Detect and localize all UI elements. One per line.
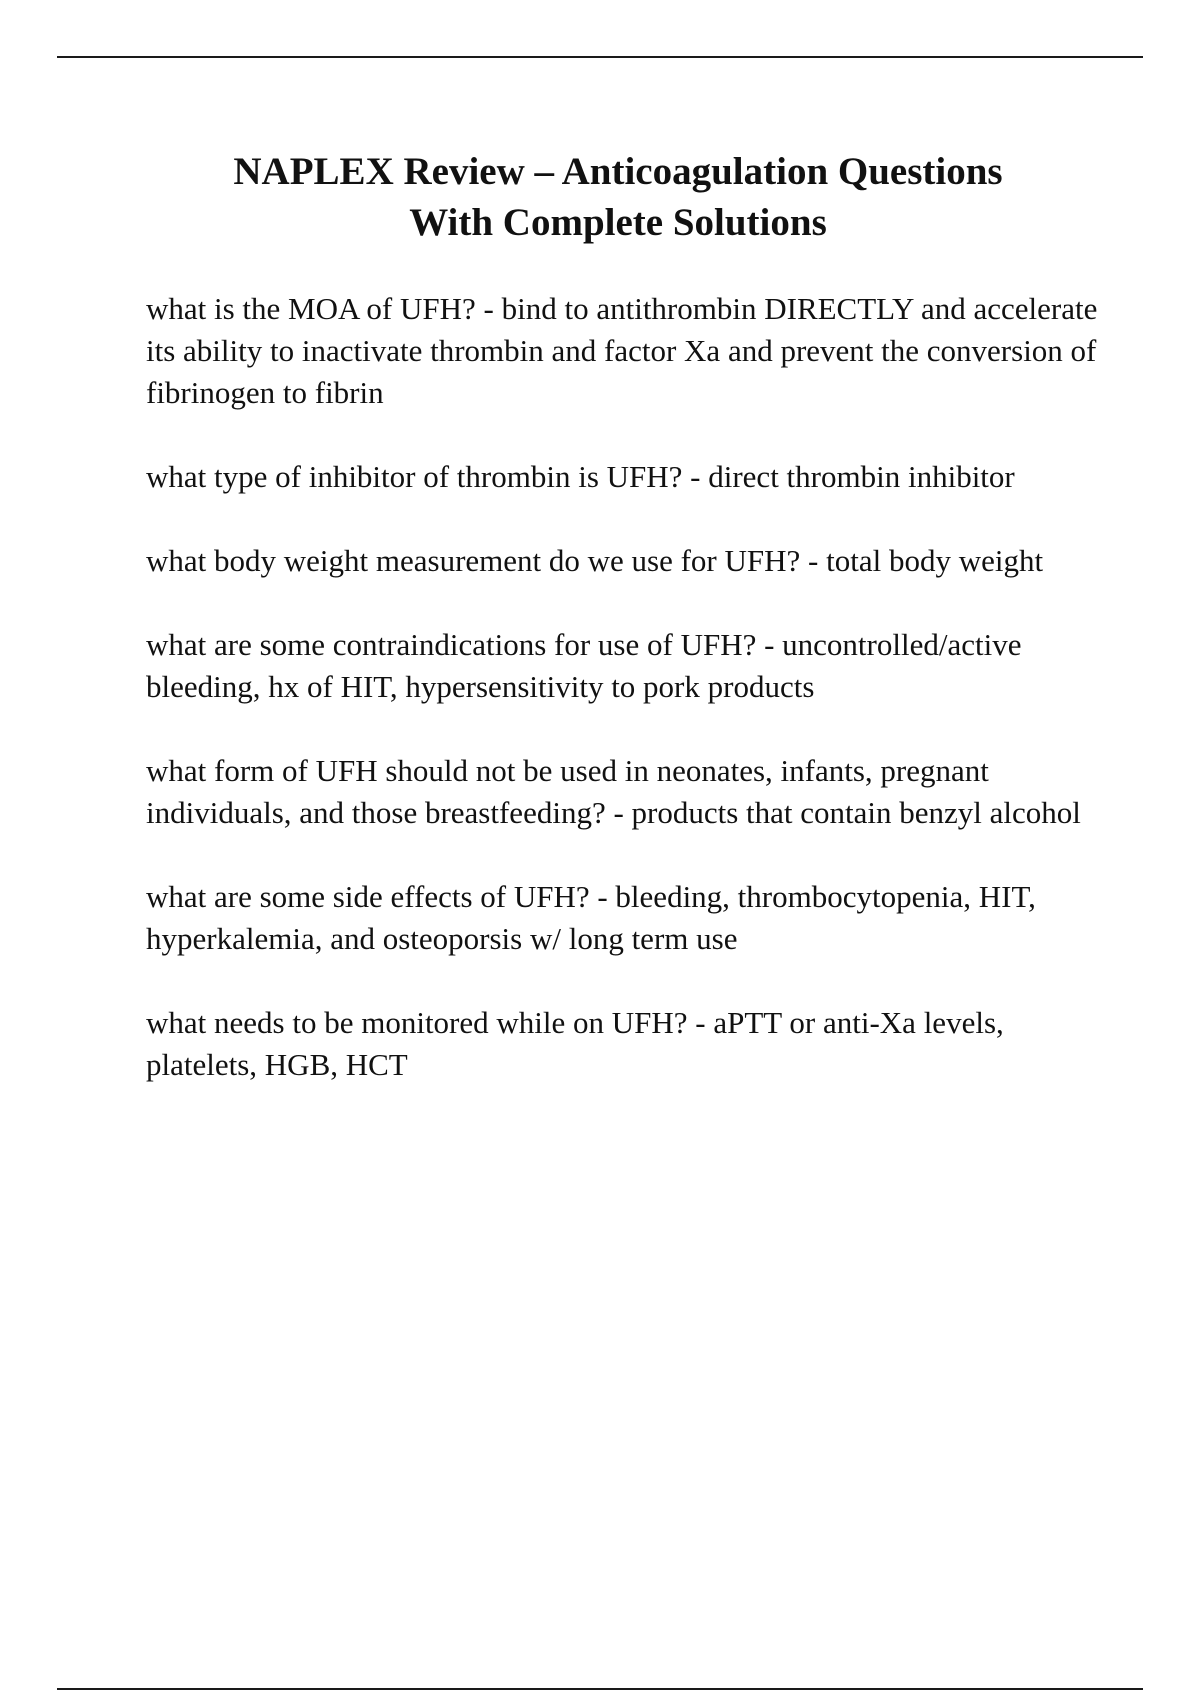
qa-item-body-weight: what body weight measurement do we use for UFH? - total body weight: [146, 543, 1044, 578]
qa-item-inhibitor-type: what type of inhibitor of thrombin is UFH? - direct thrombin inhibitor: [146, 459, 1015, 494]
title-line-1: NAPLEX Review – Anticoagulation Questions: [233, 150, 1003, 193]
top-divider: [57, 56, 1143, 58]
qa-item-monitoring: what needs to be monitored while on UFH? - aPTT or anti-Xa levels, platelets, HGB, HCT: [146, 1005, 1004, 1082]
qa-item-contraindications: what are some contraindications for use of UFH? - uncontrolled/active bleeding, hx of HIT, hypersensitivity to pork products: [146, 627, 1022, 704]
qa-list: [146, 288, 1106, 1128]
qa-item-side-effects: what are some side effects of UFH? - bleeding, thrombocytopenia, HIT, hyperkalemia, and osteoporsis w/ long term use: [146, 879, 1036, 956]
bottom-divider: [57, 1688, 1143, 1690]
qa-item-moa: what is the MOA of UFH? - bind to antithrombin DIRECTLY and accelerate its ability to inactivate thrombin and factor Xa and prevent the conversion of fibrinogen to fibrin: [146, 291, 1098, 410]
qa-item-benzyl-alcohol: what form of UFH should not be used in neonates, infants, pregnant individuals, and those breastfeeding? - products that contain benzyl alcohol: [146, 753, 1081, 830]
page-title: [100, 146, 1136, 248]
title-line-2: With Complete Solutions: [409, 201, 827, 244]
